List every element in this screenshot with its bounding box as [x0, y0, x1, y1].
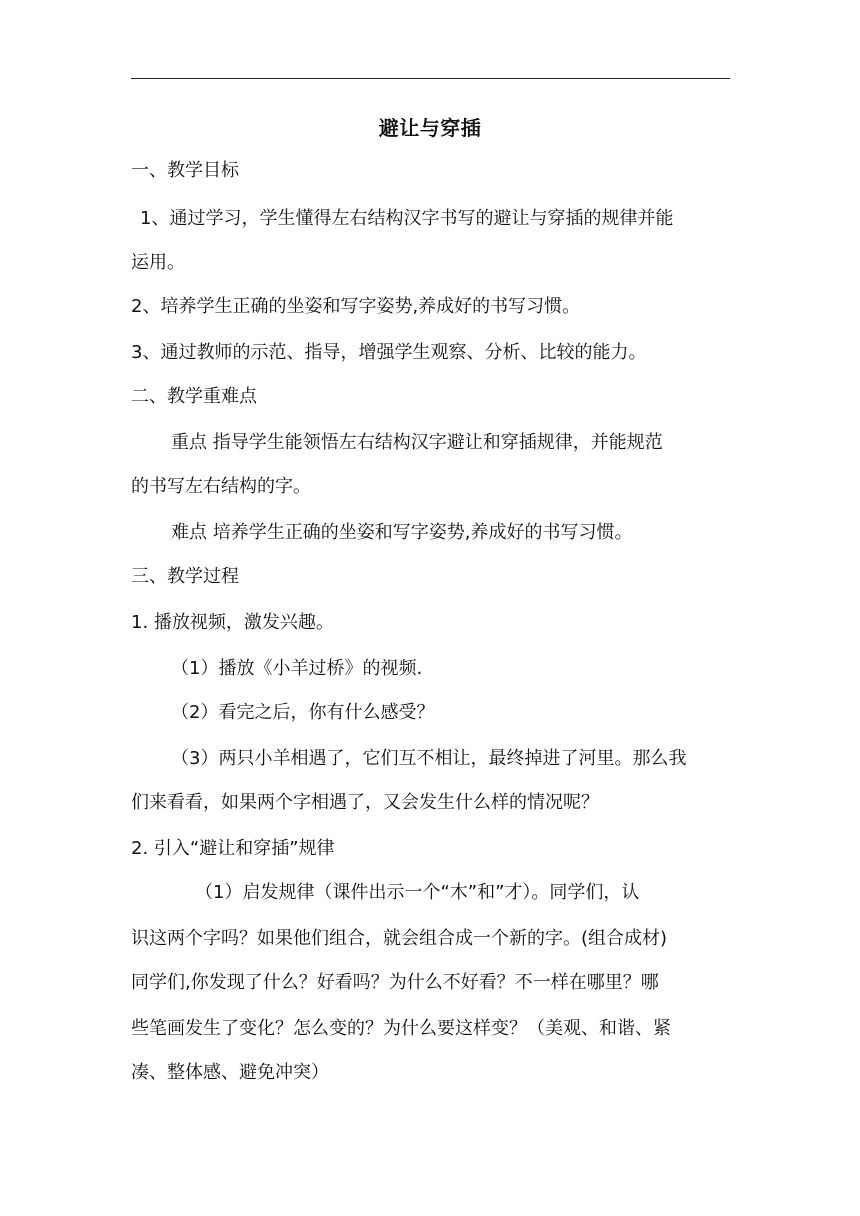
objective-3: 3、通过教师的示范、指导，增强学生观察、分析、比较的能力。	[131, 342, 647, 363]
section-heading-objectives: 一、教学目标	[131, 160, 239, 181]
section-heading-process: 三、教学过程	[131, 566, 239, 587]
step-2-item-a-line-4: 些笔画发生了变化？怎么变的？为什么要这样变？（美观、和谐、紧	[131, 1018, 671, 1039]
step-2-item-a-line-3: 同学们,你发现了什么？好看吗？为什么不好看？不一样在哪里？哪	[131, 972, 659, 993]
step-2-item-a-line-5: 凑、整体感、避免冲突）	[131, 1062, 329, 1083]
document-title: 避让与穿插	[378, 116, 482, 140]
step-2: 2. 引入“避让和穿插”规律	[131, 838, 335, 859]
step-1-item-b: （2）看完之后，你有什么感受？	[171, 702, 435, 723]
section-heading-key-points: 二、教学重难点	[131, 386, 257, 407]
objective-1-line-2: 运用。	[131, 252, 185, 273]
step-1-item-a: （1）播放《小羊过桥》的视频.	[171, 658, 423, 679]
step-1-item-c-line-1: （3）两只小羊相遇了，它们互不相让，最终掉进了河里。那么我	[171, 748, 687, 769]
step-1: 1. 播放视频，激发兴趣。	[131, 612, 334, 633]
key-point-line-1: 重点 指导学生能领悟左右结构汉字避让和穿插规律，并能规范	[171, 432, 663, 453]
step-2-item-a-line-2: 识这两个字吗？如果他们组合，就会组合成一个新的字。(组合成材)	[131, 928, 668, 949]
objective-2: 2、培养学生正确的坐姿和写字姿势,养成好的书写习惯。	[131, 296, 581, 317]
objective-1-line-1: 1、通过学习，学生懂得左右结构汉字书写的避让与穿插的规律并能	[140, 208, 674, 229]
step-1-item-c-line-2: 们来看看，如果两个字相遇了，又会发生什么样的情况呢？	[131, 792, 599, 813]
key-point-line-2: 的书写左右结构的字。	[131, 476, 311, 497]
step-2-item-a-line-1: （1）启发规律（课件出示一个“木”和”才）。同学们，认	[195, 882, 640, 903]
header-rule	[131, 78, 730, 79]
difficulty-point: 难点 培养学生正确的坐姿和写字姿势,养成好的书写习惯。	[171, 522, 633, 543]
